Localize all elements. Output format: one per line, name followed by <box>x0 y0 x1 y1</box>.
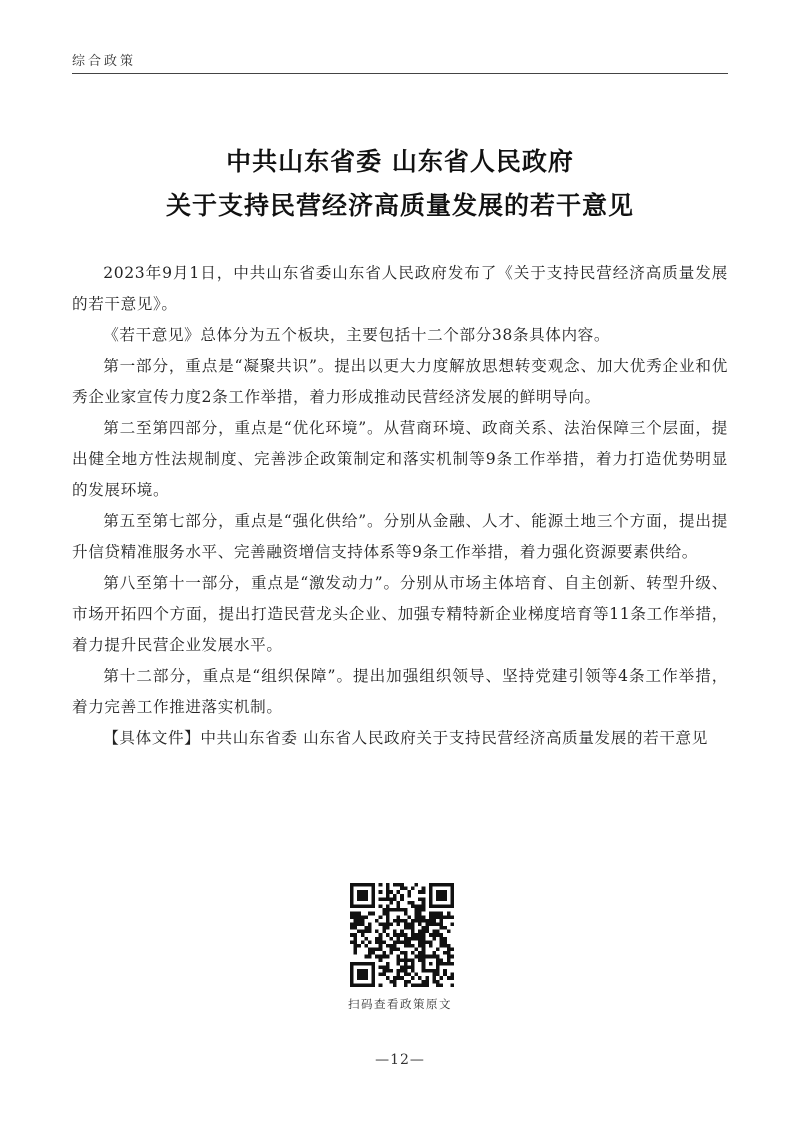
paragraph-6: 第八至第十一部分，重点是“激发动力”。分别从市场主体培育、自主创新、转型升级、市场开拓四个方面，提出打造民营龙头企业、加强专精特新企业梯度培育等11条工作举措，着力提升民营企业发展水平。 <box>72 574 728 654</box>
paragraph-5: 第五至第七部分，重点是“强化供给”。分别从金融、人才、能源土地三个方面，提出提升信贷精准服务水平、完善融资增信支持体系等9条工作举措，着力强化资源要素供给。 <box>72 512 728 561</box>
qr-code-image <box>350 883 454 987</box>
source-document-reference: 【具体文件】中共山东省委 山东省人民政府关于支持民营经济高质量发展的若干意见 <box>103 729 708 747</box>
qr-code[interactable] <box>350 883 454 987</box>
header-divider <box>72 73 728 74</box>
paragraph-1: 2023年9月1日，中共山东省委山东省人民政府发布了《关于支持民营经济高质量发展的若干意见》。 <box>72 264 728 313</box>
document-body <box>72 258 728 754</box>
section-label: 综合政策 <box>72 54 137 69</box>
paragraph-3: 第一部分，重点是“凝聚共识”。提出以更大力度解放思想转变观念、加大优秀企业和优秀企业家宣传力度2条工作举措，着力形成推动民营经济发展的鲜明导向。 <box>72 357 728 406</box>
paragraph-7: 第十二部分，重点是“组织保障”。提出加强组织领导、坚持党建引领等4条工作举措，着力完善工作推进落实机制。 <box>72 667 728 716</box>
title-line-1: 中共山东省委 山东省人民政府 <box>226 147 574 176</box>
title-line-2: 关于支持民营经济高质量发展的若干意见 <box>165 191 634 220</box>
qr-caption: 扫码查看政策原文 <box>348 997 452 1011</box>
paragraph-4: 第二至第四部分，重点是“优化环境”。从营商环境、政商关系、法治保障三个层面，提出健全地方性法规制度、完善涉企政策制定和落实机制等9条工作举措，着力打造优势明显的发展环境。 <box>72 419 728 499</box>
page-number: —12— <box>375 1052 425 1068</box>
document-title <box>72 140 728 228</box>
paragraph-2: 《若干意见》总体分为五个板块，主要包括十二个部分38条具体内容。 <box>103 326 611 344</box>
